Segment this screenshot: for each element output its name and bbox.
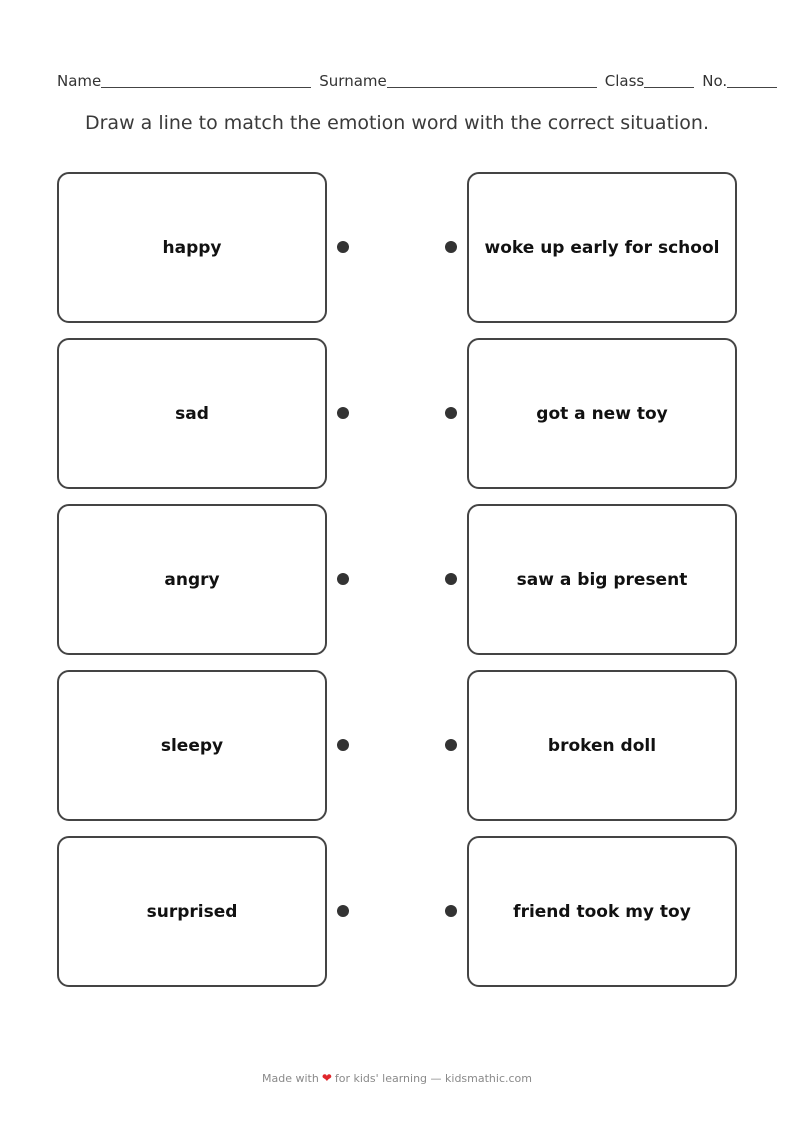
emotion-word: surprised [146,901,238,922]
emotion-card [57,670,327,821]
class-label: Class [604,72,645,90]
left-connector-dot[interactable] [337,905,349,917]
number-label: No. [702,72,728,90]
right-connector-dot[interactable] [445,407,457,419]
left-connector-dot[interactable] [337,739,349,751]
emotion-card [57,504,327,655]
class-field[interactable] [605,72,694,90]
situation-text: friend took my toy [513,901,691,922]
situation-card [467,836,737,987]
name-line[interactable] [101,73,311,88]
footer-suffix: for kids' learning — kidsmathic.com [334,1072,532,1085]
surname-line[interactable] [387,73,597,88]
situation-text: saw a big present [516,569,688,590]
class-line[interactable] [644,73,694,88]
situation-text: woke up early for school [484,237,720,258]
left-connector-dot[interactable] [337,241,349,253]
emotion-card [57,338,327,489]
number-line[interactable] [727,73,777,88]
footer-credit [0,1071,794,1085]
footer-prefix: Made with [261,1072,319,1085]
emotion-word: sleepy [160,735,224,756]
situation-card [467,338,737,489]
name-label: Name [57,72,102,90]
situation-text: broken doll [547,735,657,756]
situation-card [467,670,737,821]
surname-field[interactable] [319,72,596,90]
emotion-card [57,172,327,323]
name-field[interactable] [57,72,311,90]
emotion-word: angry [164,569,220,590]
emotion-card [57,836,327,987]
instruction-text: Draw a line to match the emotion word with the correct situation. [84,112,710,134]
right-connector-dot[interactable] [445,739,457,751]
number-field[interactable] [702,72,777,90]
heart-icon: ❤ [321,1071,332,1085]
situation-card [467,504,737,655]
right-connector-dot[interactable] [445,905,457,917]
student-info-header [57,68,777,90]
situation-card [467,172,737,323]
emotion-word: sad [175,403,209,424]
situation-text: got a new toy [536,403,668,424]
emotion-word: happy [162,237,222,258]
right-connector-dot[interactable] [445,241,457,253]
left-connector-dot[interactable] [337,573,349,585]
surname-label: Surname [319,72,387,90]
right-connector-dot[interactable] [445,573,457,585]
left-connector-dot[interactable] [337,407,349,419]
